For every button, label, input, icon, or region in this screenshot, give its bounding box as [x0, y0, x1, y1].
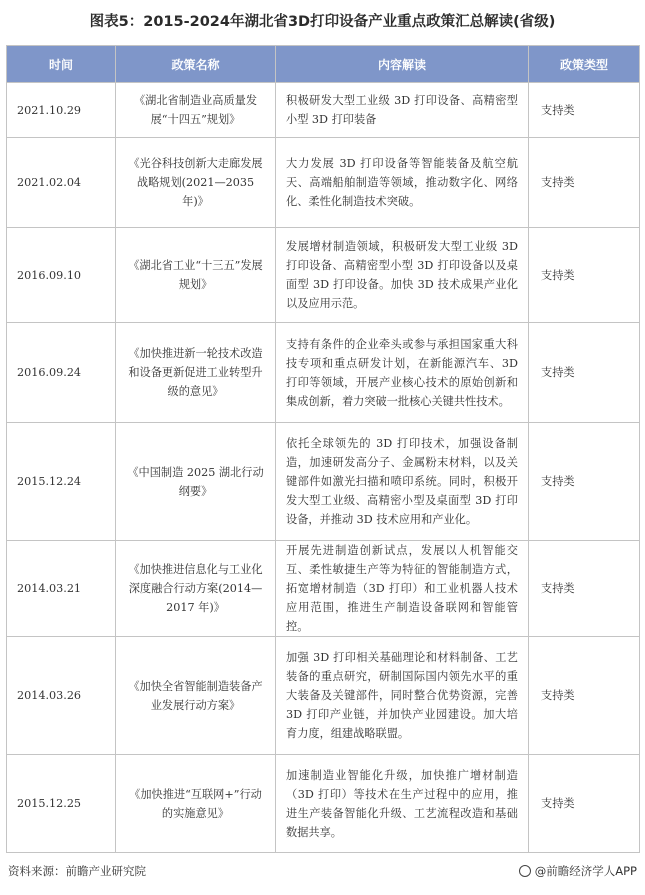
cell-policy-type: 支持类 — [529, 637, 640, 755]
cell-date: 2021.02.04 — [7, 138, 116, 228]
cell-policy-name: 《光谷科技创新大走廊发展战略规划(2021—2035 年)》 — [116, 138, 276, 228]
cell-date: 2016.09.24 — [7, 323, 116, 423]
cell-policy-type: 支持类 — [529, 323, 640, 423]
cell-date: 2014.03.26 — [7, 637, 116, 755]
cell-date: 2015.12.25 — [7, 755, 116, 853]
cell-content: 开展先进制造创新试点，发展以人机智能交互、柔性敏捷生产等为特征的智能制造方式，拓宽增材制造（3D 打印）和工业机器人技术应用范围，推进生产制造设备联网和智能管控。 — [276, 541, 529, 637]
cell-date: 2014.03.21 — [7, 541, 116, 637]
cell-policy-name: 《湖北省工业“十三五”发展规划》 — [116, 228, 276, 323]
header-date: 时间 — [7, 46, 116, 83]
cell-policy-name: 《中国制造 2025 湖北行动纲要》 — [116, 423, 276, 541]
cell-policy-name: 《加快全省智能制造装备产业发展行动方案》 — [116, 637, 276, 755]
table-row — [7, 423, 640, 541]
source-note: 资料来源：前瞻产业研究院 — [8, 864, 146, 878]
table-row — [7, 541, 640, 637]
cell-content: 支持有条件的企业牵头或参与承担国家重大科技专项和重点研发计划，在新能源汽车、3D 打印等领域，开展产业核心技术的原始创新和集成创新，着力突破一批核心关键共性技术。 — [276, 323, 529, 423]
cell-policy-type: 支持类 — [529, 755, 640, 853]
cell-policy-type: 支持类 — [529, 138, 640, 228]
cell-date: 2015.12.24 — [7, 423, 116, 541]
cell-policy-name: 《加快推进信息化与工业化深度融合行动方案(2014—2017 年)》 — [116, 541, 276, 637]
cell-content: 依托全球领先的 3D 打印技术，加强设备制造，加速研发高分子、金属粉末材料，以及关键部件如激光扫描和喷印系统。同时，积极开发大型工业级、高精密小型及桌面型 3D 打印设备，并推动 3D 技术应用和产业化。 — [276, 423, 529, 541]
header-policy-type: 政策类型 — [529, 46, 640, 83]
brand-mark — [519, 863, 637, 879]
cell-content: 加速制造业智能化升级，加快推广增材制造（3D 打印）等技术在生产过程中的应用，推进生产装备智能化升级、工艺流程改造和基础数据共享。 — [276, 755, 529, 853]
cell-content: 加强 3D 打印相关基础理论和材料制备、工艺装备的重点研究，研制国际国内领先水平的重大装备及关键部件，同时整合优势资源，完善 3D 打印产业链，并加快产业园建设。加大培育力度，组建战略联盟。 — [276, 637, 529, 755]
cell-policy-name: 《湖北省制造业高质量发展“十四五”规划》 — [116, 83, 276, 138]
cell-policy-name: 《加快推进“互联网+”行动的实施意见》 — [116, 755, 276, 853]
table-header-row — [7, 46, 640, 83]
cell-policy-type: 支持类 — [529, 423, 640, 541]
table-row — [7, 755, 640, 853]
brand-logo-icon — [519, 865, 531, 877]
table-row — [7, 323, 640, 423]
cell-content: 积极研发大型工业级 3D 打印设备、高精密型小型 3D 打印装备 — [276, 83, 529, 138]
cell-date: 2016.09.10 — [7, 228, 116, 323]
cell-date: 2021.10.29 — [7, 83, 116, 138]
policy-table — [6, 45, 640, 853]
page-title: 图表5：2015-2024年湖北省3D打印设备产业重点政策汇总解读(省级) — [89, 14, 556, 30]
brand-text: @前瞻经济学人APP — [534, 864, 637, 878]
table-row — [7, 637, 640, 755]
cell-policy-type: 支持类 — [529, 228, 640, 323]
header-content: 内容解读 — [276, 46, 529, 83]
cell-content: 大力发展 3D 打印设备等智能装备及航空航天、高端船舶制造等领域，推动数字化、网络化、柔性化制造技术突破。 — [276, 138, 529, 228]
table-row — [7, 83, 640, 138]
cell-policy-type: 支持类 — [529, 83, 640, 138]
header-policy-name: 政策名称 — [116, 46, 276, 83]
cell-policy-name: 《加快推进新一轮技术改造和设备更新促进工业转型升级的意见》 — [116, 323, 276, 423]
table-row — [7, 228, 640, 323]
cell-policy-type: 支持类 — [529, 541, 640, 637]
cell-content: 发展增材制造领域，积极研发大型工业级 3D 打印设备、高精密型小型 3D 打印设备以及桌面型 3D 打印设备。加快 3D 技术成果产业化以及应用示范。 — [276, 228, 529, 323]
table-row — [7, 138, 640, 228]
